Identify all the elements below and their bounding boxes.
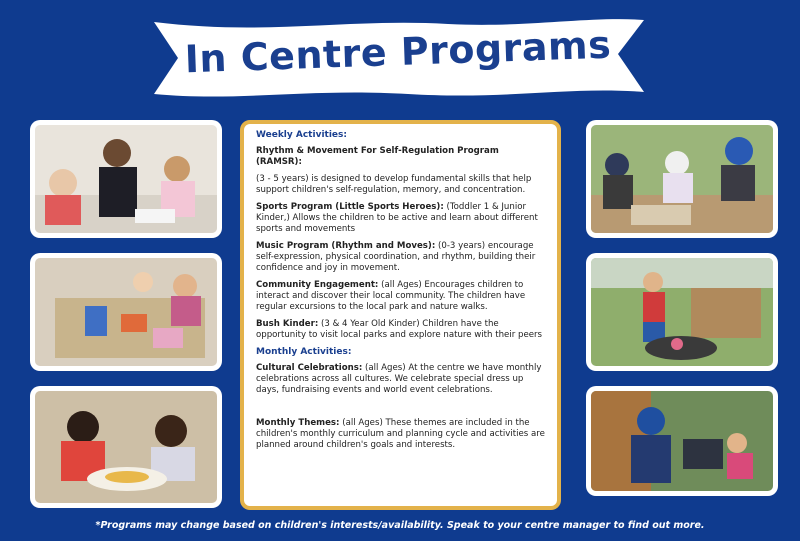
program-text: (3 & 4 Year Old Kinder) Children have the opportunity to visit local parks and explore nature with their peers: [256, 319, 543, 340]
program-community: [256, 280, 547, 313]
photo-reading-outdoors: [586, 386, 778, 496]
program-sports: [256, 202, 547, 235]
photo-image: [35, 258, 217, 366]
photo-craft-table: [30, 253, 222, 371]
programs-card: [240, 120, 561, 510]
photo-image: [591, 391, 773, 491]
photo-image: [591, 125, 773, 233]
program-ramsr: [256, 146, 547, 168]
program-title: Bush Kinder:: [256, 319, 319, 329]
photo-garden-watering: [586, 253, 778, 371]
photo-image: [35, 391, 217, 503]
monthly-activities-heading: Monthly Activities:: [256, 347, 352, 357]
program-ramsr-text: (3 - 5 years) is designed to develop fundamental skills that help support children's self-regulation, memory, and concentration.: [256, 174, 532, 195]
program-title: Rhythm & Movement For Self-Regulation Program (RAMSR):: [256, 146, 499, 167]
footer-note: *Programs may change based on children's interests/availability. Speak to your centre manager to find out more.: [95, 520, 705, 531]
program-music: [256, 241, 547, 274]
program-text: (all Ages) These themes are included in the children's monthly curriculum and planning cycle and activities are planned around children's goals and interests.: [256, 418, 545, 450]
photo-classroom-teacher: [30, 120, 222, 238]
photo-image: [35, 125, 217, 233]
photo-image: [591, 258, 773, 366]
program-text: (0-3 years) encourage self-expression, physical coordination, and rhythm, building their confidence and joy in movement.: [256, 241, 536, 273]
page-title: In Centre Programs: [184, 22, 612, 82]
program-cultural: [256, 363, 547, 396]
program-title: Cultural Celebrations:: [256, 363, 363, 373]
weekly-activities-heading: Weekly Activities:: [256, 130, 347, 140]
program-title: Music Program (Rhythm and Moves):: [256, 241, 436, 251]
photo-children-eating: [30, 386, 222, 508]
program-text: (all Ages) At the centre we have monthly celebrations across all cultures. We celebrate special dress up days, fundraising events and world event celebrations.: [256, 363, 542, 395]
program-title: Community Engagement:: [256, 280, 379, 290]
title-banner: [148, 14, 648, 100]
photo-outdoor-play: [586, 120, 778, 238]
program-monthly-themes: [256, 418, 547, 451]
program-title: Sports Program (Little Sports Heroes):: [256, 202, 444, 212]
program-text: (all Ages) Encourages children to interact and discover their local community. The children have regular excursions to the local park and nature walks.: [256, 280, 526, 312]
program-title: Monthly Themes:: [256, 418, 340, 428]
program-bush-kinder: [256, 319, 547, 341]
program-text: (Toddler 1 & Junior Kinder,) Allows the children to be active and learn about different sports and movements: [256, 202, 538, 234]
spacer: [256, 402, 547, 418]
